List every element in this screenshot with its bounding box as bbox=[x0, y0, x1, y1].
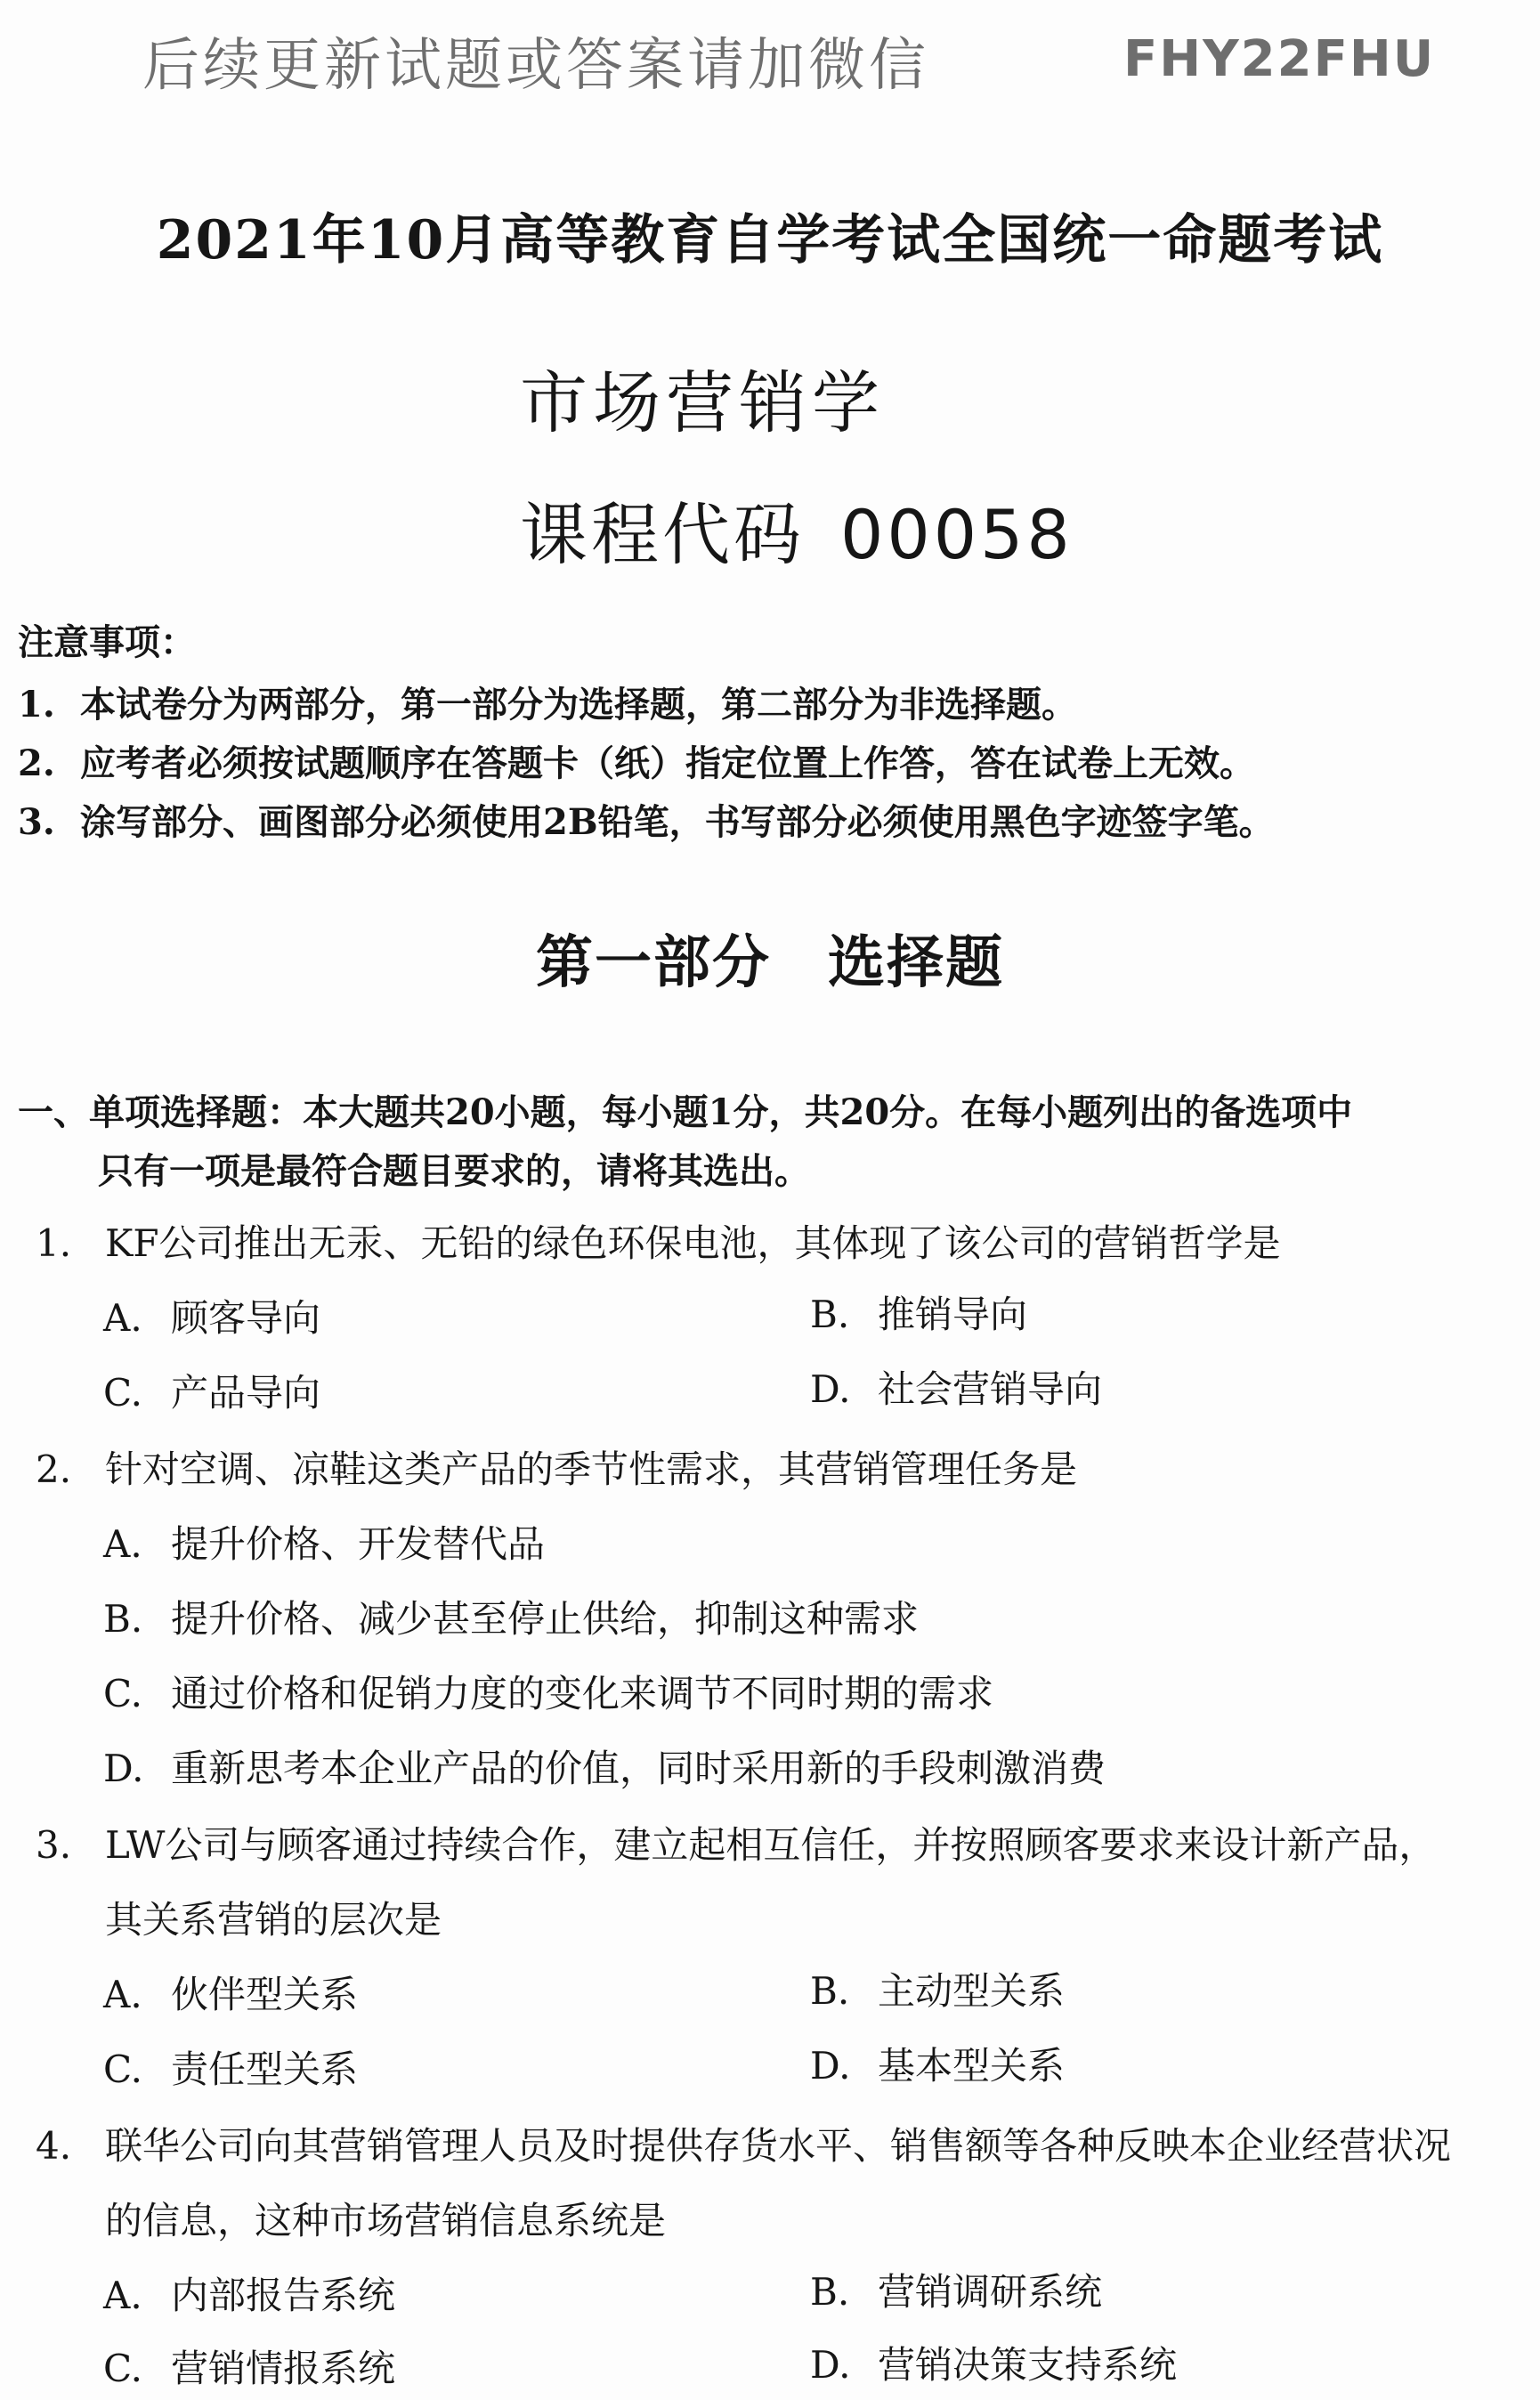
option-letter: A. bbox=[103, 1522, 142, 1566]
option-a bbox=[103, 1515, 545, 1569]
option-text: 顾客导向 bbox=[171, 1296, 321, 1340]
question-number: 3. bbox=[36, 1823, 72, 1867]
question-stem: KF公司推出无汞、无铅的绿色环保电池，其体现了该公司的营销哲学是 bbox=[105, 1221, 1281, 1265]
option-letter: B. bbox=[810, 1969, 850, 2013]
note-item bbox=[18, 677, 1077, 727]
option-text: 营销调研系统 bbox=[878, 2270, 1103, 2314]
option-b bbox=[810, 2263, 1102, 2316]
question-stem: 联华公司向其营销管理人员及时提供存货水平、销售额等各种反映本企业经营状况 bbox=[105, 2124, 1452, 2168]
note-item bbox=[18, 735, 1255, 786]
option-letter: C. bbox=[103, 1672, 142, 1715]
option-text: 推销导向 bbox=[878, 1293, 1028, 1336]
note-text: 应考者必须按试题顺序在答题卡（纸）指定位置上作答，答在试卷上无效。 bbox=[80, 742, 1255, 784]
option-letter: B. bbox=[810, 1293, 850, 1336]
option-c bbox=[103, 2040, 358, 2094]
option-letter: B. bbox=[810, 2270, 850, 2314]
question-number: 4. bbox=[36, 2124, 72, 2168]
course-code-line bbox=[520, 481, 1074, 578]
exam-title: 2021年10月高等教育自学考试全国统一命题考试 bbox=[156, 209, 1384, 272]
option-letter: D. bbox=[810, 2343, 851, 2387]
option-text: 社会营销导向 bbox=[878, 1367, 1103, 1411]
option-letter: C. bbox=[103, 2047, 142, 2091]
option-c bbox=[103, 2339, 395, 2393]
question-number: 2. bbox=[36, 1447, 72, 1491]
option-letter: D. bbox=[810, 1367, 851, 1411]
option-c bbox=[103, 1364, 320, 1417]
option-d bbox=[810, 1360, 1102, 1414]
option-text: 提升价格、减少甚至停止供给，抑制这种需求 bbox=[171, 1597, 920, 1641]
option-a bbox=[103, 1289, 320, 1342]
course-code-label: 课程代码 bbox=[520, 495, 805, 574]
option-text: 提升价格、开发替代品 bbox=[171, 1522, 546, 1566]
note-number: 3. bbox=[18, 801, 55, 843]
wechat-notice: 后续更新试题或答案请加微信 bbox=[142, 33, 929, 99]
option-letter: C. bbox=[103, 2347, 142, 2390]
option-b bbox=[810, 1285, 1027, 1339]
option-a bbox=[103, 1966, 358, 2019]
option-d bbox=[810, 2336, 1177, 2389]
option-text: 重新思考本企业产品的价值，同时采用新的手段刺激消费 bbox=[171, 1747, 1106, 1790]
instructions-line-2: 只有一项是最符合题目要求的，请将其选出。 bbox=[98, 1150, 810, 1192]
option-letter: D. bbox=[810, 2044, 851, 2088]
option-b bbox=[810, 1962, 1065, 2015]
question-stem: LW公司与顾客通过持续合作，建立起相互信任，并按照顾客要求来设计新产品， bbox=[105, 1823, 1437, 1867]
option-text: 产品导向 bbox=[171, 1371, 321, 1415]
option-c bbox=[103, 1665, 993, 1718]
section-part: 第一部分 bbox=[536, 929, 771, 996]
option-text: 营销情报系统 bbox=[171, 2347, 396, 2390]
option-text: 通过价格和促销力度的变化来调节不同时期的需求 bbox=[171, 1672, 994, 1715]
option-d bbox=[810, 2037, 1065, 2090]
course-code-number: 00058 bbox=[840, 495, 1074, 574]
question-stem-continued: 的信息，这种市场营销信息系统是 bbox=[105, 2199, 667, 2242]
option-letter: A. bbox=[103, 1973, 142, 2016]
option-letter: A. bbox=[103, 2274, 142, 2317]
subject-title: 市场营销学 bbox=[520, 363, 885, 442]
option-text: 内部报告系统 bbox=[171, 2274, 396, 2317]
notes-heading: 注意事项： bbox=[18, 621, 196, 663]
note-item bbox=[18, 794, 1275, 845]
note-text: 涂写部分、画图部分必须使用2B铅笔，书写部分必须使用黑色字迹签字笔。 bbox=[80, 801, 1275, 843]
option-letter: A. bbox=[103, 1296, 142, 1340]
question-4 bbox=[36, 2117, 1451, 2170]
option-letter: B. bbox=[103, 1597, 143, 1641]
section-name: 选择题 bbox=[828, 929, 1004, 996]
question-2 bbox=[36, 1440, 1077, 1494]
option-text: 伙伴型关系 bbox=[171, 1973, 359, 2016]
question-number: 1. bbox=[36, 1221, 72, 1265]
option-b bbox=[103, 1590, 919, 1643]
option-d bbox=[103, 1739, 1106, 1793]
option-text: 基本型关系 bbox=[878, 2044, 1066, 2088]
instructions-line-1: 一、单项选择题：本大题共20小题，每小题1分，共20分。在每小题列出的备选项中 bbox=[18, 1091, 1353, 1133]
question-stem-continued: 其关系营销的层次是 bbox=[105, 1898, 442, 1942]
note-number: 1. bbox=[18, 684, 55, 726]
question-stem: 针对空调、凉鞋这类产品的季节性需求，其营销管理任务是 bbox=[105, 1447, 1078, 1491]
option-letter: C. bbox=[103, 1371, 142, 1415]
section-title bbox=[0, 917, 1540, 999]
option-text: 主动型关系 bbox=[878, 1969, 1066, 2013]
question-1 bbox=[36, 1214, 1281, 1268]
option-a bbox=[103, 2266, 395, 2320]
option-letter: D. bbox=[103, 1747, 144, 1790]
option-text: 责任型关系 bbox=[171, 2047, 359, 2091]
note-text: 本试卷分为两部分，第一部分为选择题，第二部分为非选择题。 bbox=[80, 684, 1077, 726]
question-3 bbox=[36, 1816, 1436, 1869]
wechat-id: FHY22FHU bbox=[1123, 30, 1436, 88]
note-number: 2. bbox=[18, 742, 55, 784]
option-text: 营销决策支持系统 bbox=[878, 2343, 1178, 2387]
